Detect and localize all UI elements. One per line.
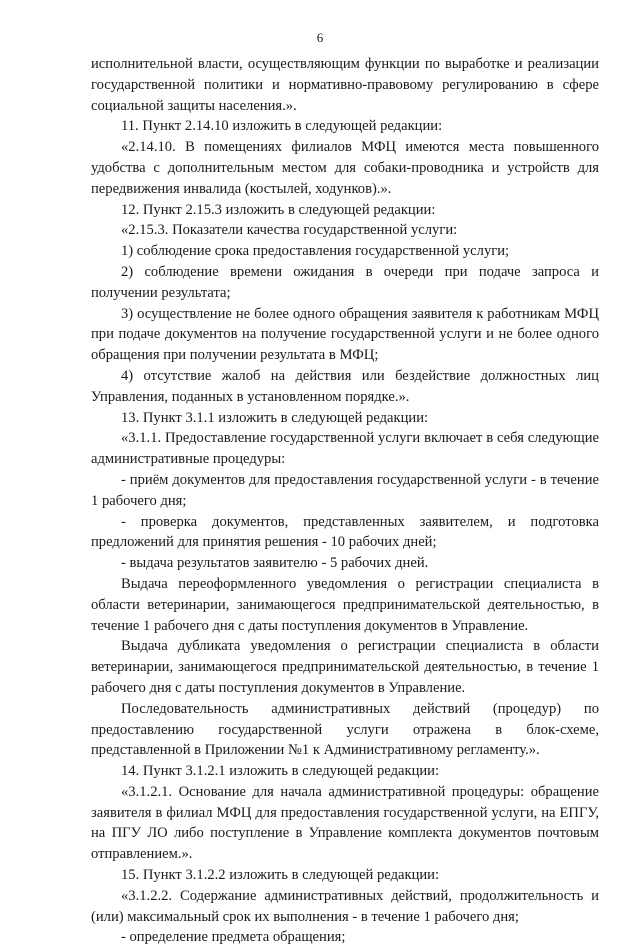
- item-11-heading: 11. Пункт 2.14.10 изложить в следующей редакции:: [121, 118, 443, 135]
- document-body: [91, 54, 599, 948]
- quality-indicator-1: 1) соблюдение срока предоставления государственной услуги;: [121, 243, 510, 260]
- clause-3-1-2-1: «3.1.2.1. Основание для начала административной процедуры: обращение заявителя в филиал МФЦ для предоставления государственной услуги, на ЕПГУ, на ПГУ ЛО либо поступление в Управление комплекта документов почтовым отправлением.».: [91, 783, 599, 863]
- procedure-issuance: - выдача результатов заявителю - 5 рабочих дней.: [121, 555, 429, 572]
- subject-determination-item: - определение предмета обращения;: [121, 929, 346, 946]
- quality-indicator-2: 2) соблюдение времени ожидания в очереди при подаче запроса и получении результата;: [91, 263, 599, 301]
- paragraph-continuation: исполнительной власти, осуществляющим функции по выработке и реализации государственной политики и нормативно-правовому регулированию в сфере социальной защиты населения.».: [91, 56, 599, 114]
- quality-indicator-4: 4) отсутствие жалоб на действия или бездействие должностных лиц Управления, поданных в установленном порядке.».: [91, 367, 599, 405]
- clause-2-15-3: «2.15.3. Показатели качества государственной услуги:: [121, 222, 458, 239]
- item-15-heading: 15. Пункт 3.1.2.2 изложить в следующей редакции:: [121, 867, 440, 884]
- procedure-verification: - проверка документов, представленных заявителем, и подготовка предложений для принятия решения - 10 рабочих дней;: [91, 513, 599, 551]
- quality-indicator-3: 3) осуществление не более одного обращения заявителя к работникам МФЦ при подаче документов на получение государственной услуги и не более одного обращения при получении результата в МФЦ;: [91, 305, 599, 364]
- page-number: 6: [316, 30, 324, 45]
- clause-2-14-10: «2.14.10. В помещениях филиалов МФЦ имеются места повышенного удобства с дополнительным местом для собаки-проводника и устройств для передвижения инвалида (костылей, ходунков).».: [91, 139, 599, 197]
- item-12-heading: 12. Пункт 2.15.3 изложить в следующей редакции:: [121, 201, 436, 218]
- clause-3-1-2-2: «3.1.2.2. Содержание административных действий, продолжительность и (или) максимальный срок их выполнения - в течение 1 рабочего дня;: [91, 887, 599, 925]
- procedure-intake: - приём документов для предоставления государственной услуги - в течение 1 рабочего дня;: [91, 471, 599, 509]
- item-14-heading: 14. Пункт 3.1.2.1 изложить в следующей редакции:: [121, 763, 440, 780]
- duplicate-notice-paragraph: Выдача дубликата уведомления о регистрации специалиста в области ветеринарии, занимающегося предпринимательской деятельностью, в течение 1 рабочего дня с даты поступления документов в Управление.: [91, 638, 599, 696]
- clause-3-1-1: «3.1.1. Предоставление государственной услуги включает в себя следующие административные процедуры:: [91, 430, 599, 468]
- reissued-notice-paragraph: Выдача переоформленного уведомления о регистрации специалиста в области ветеринарии, занимающегося предпринимательской деятельностью, в течение 1 рабочего дня с даты поступления документов в Управление.: [91, 575, 599, 634]
- sequence-paragraph: Последовательность административных действий (процедур) по предоставлению государственной услуги отражена в блок-схеме, представленной в Приложении №1 к Административному регламенту.».: [91, 700, 599, 759]
- item-13-heading: 13. Пункт 3.1.1 изложить в следующей редакции:: [121, 409, 429, 426]
